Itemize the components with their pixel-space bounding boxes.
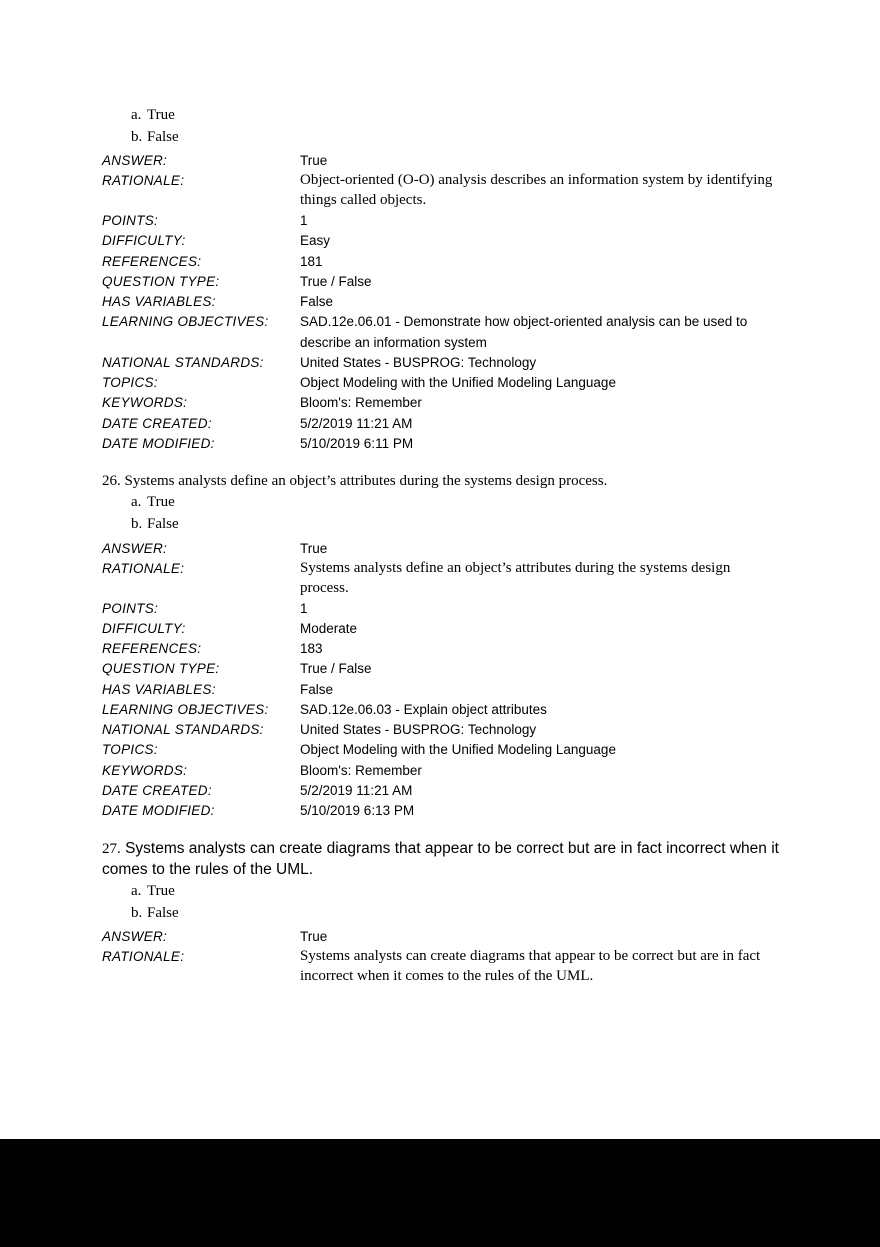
question-text: Systems analysts define an object’s attributes during the systems design process. — [124, 473, 608, 490]
table-row — [102, 292, 782, 312]
meta-label: DATE MODIFIED: — [102, 435, 215, 451]
meta-value: True / False — [300, 661, 372, 677]
meta-value: 5/10/2019 6:13 PM — [300, 803, 415, 819]
meta-label: REFERENCES: — [102, 641, 202, 657]
choice-letter: a. — [131, 107, 142, 123]
meta-value: False — [300, 681, 334, 697]
table-row — [102, 619, 782, 639]
table-row — [102, 539, 782, 559]
meta-value: Bloom's: Remember — [300, 395, 422, 411]
list-item[interactable] — [102, 880, 782, 902]
meta-value: Easy — [300, 233, 331, 249]
table-row — [102, 740, 782, 760]
meta-label: RATIONALE: — [102, 949, 185, 965]
meta-value: True — [300, 153, 328, 169]
meta-label: KEYWORDS: — [102, 762, 188, 778]
table-row — [102, 151, 782, 171]
meta-label: DIFFICULTY: — [102, 233, 186, 249]
meta-value: 181 — [300, 253, 323, 269]
meta-value: Systems analysts can create diagrams that appear to be correct but are in fact incorrect when it comes to the rules of the UML. — [300, 948, 761, 985]
choice-text: True — [147, 494, 175, 511]
question-block — [102, 839, 782, 987]
list-item[interactable] — [102, 902, 782, 924]
document-content — [102, 104, 782, 987]
meta-label: REFERENCES: — [102, 253, 202, 269]
meta-label: DATE CREATED: — [102, 782, 212, 798]
table-row — [102, 272, 782, 292]
choice-list — [102, 491, 782, 535]
table-row — [102, 599, 782, 619]
meta-label: ANSWER: — [102, 540, 168, 556]
meta-label: LEARNING OBJECTIVES: — [102, 701, 269, 717]
table-row — [102, 414, 782, 434]
meta-label: POINTS: — [102, 600, 159, 616]
meta-value: Object Modeling with the Unified Modeling Language — [300, 375, 616, 391]
meta-value: Object-oriented (O-O) analysis describes an information system by identifying things called objects. — [300, 172, 773, 209]
table-row — [102, 434, 782, 454]
table-row — [102, 559, 782, 599]
meta-label: NATIONAL STANDARDS: — [102, 354, 264, 370]
meta-value: 1 — [300, 213, 308, 229]
meta-value: Systems analysts define an object’s attributes during the systems design process. — [300, 559, 731, 596]
meta-value: 5/10/2019 6:11 PM — [300, 435, 414, 451]
meta-value: True — [300, 929, 328, 945]
meta-value: 183 — [300, 641, 323, 657]
table-row — [102, 639, 782, 659]
meta-value: Object Modeling with the Unified Modeling Language — [300, 742, 616, 758]
meta-label: LEARNING OBJECTIVES: — [102, 314, 269, 330]
choice-list — [102, 880, 782, 924]
table-row — [102, 700, 782, 720]
question-block — [102, 472, 782, 821]
question-block — [102, 104, 782, 454]
table-row — [102, 947, 782, 987]
table-row — [102, 373, 782, 393]
question-number: 27. — [102, 841, 121, 858]
meta-label: ANSWER: — [102, 153, 168, 169]
metadata-table — [102, 927, 782, 987]
choice-text: False — [147, 516, 179, 533]
table-row — [102, 781, 782, 801]
question-text: Systems analysts can create diagrams that appear to be correct but are in fact incorrect when it comes to the rules of the UML. — [102, 840, 779, 878]
meta-label: DATE CREATED: — [102, 415, 212, 431]
meta-label: DATE MODIFIED: — [102, 803, 215, 819]
table-row — [102, 353, 782, 373]
meta-value: Moderate — [300, 620, 358, 636]
choice-letter: b. — [131, 129, 143, 146]
table-row — [102, 393, 782, 413]
table-row — [102, 312, 782, 353]
meta-value: United States - BUSPROG: Technology — [300, 354, 537, 370]
meta-label: KEYWORDS: — [102, 395, 188, 411]
meta-value: 1 — [300, 600, 308, 616]
metadata-table — [102, 539, 782, 822]
table-row — [102, 171, 782, 211]
meta-label: TOPICS: — [102, 742, 158, 758]
meta-label: RATIONALE: — [102, 173, 185, 189]
list-item[interactable] — [102, 491, 782, 513]
meta-label: QUESTION TYPE: — [102, 661, 220, 677]
choice-text: True — [147, 107, 175, 123]
meta-value: Bloom's: Remember — [300, 762, 422, 778]
meta-label: POINTS: — [102, 213, 159, 229]
question-number: 26. — [102, 473, 121, 490]
table-row — [102, 761, 782, 781]
meta-value: United States - BUSPROG: Technology — [300, 722, 537, 738]
meta-value: 5/2/2019 11:21 AM — [300, 415, 413, 431]
question-stem — [102, 839, 782, 880]
table-row — [102, 927, 782, 947]
choice-letter: b. — [131, 905, 143, 922]
choice-letter: b. — [131, 516, 143, 533]
meta-label: HAS VARIABLES: — [102, 294, 216, 310]
choice-text: False — [147, 905, 179, 922]
meta-label: RATIONALE: — [102, 560, 185, 576]
choice-letter: a. — [131, 883, 142, 900]
meta-value: 5/2/2019 11:21 AM — [300, 782, 413, 798]
table-row — [102, 659, 782, 679]
table-row — [102, 211, 782, 231]
meta-value: True / False — [300, 273, 372, 289]
meta-label: HAS VARIABLES: — [102, 681, 216, 697]
page-bottom-black-bar — [0, 1139, 880, 1247]
meta-label: TOPICS: — [102, 375, 158, 391]
table-row — [102, 720, 782, 740]
meta-label: ANSWER: — [102, 929, 168, 945]
choice-letter: a. — [131, 494, 142, 511]
meta-label: DIFFICULTY: — [102, 620, 186, 636]
table-row — [102, 252, 782, 272]
table-row — [102, 801, 782, 821]
table-row — [102, 231, 782, 251]
meta-label: QUESTION TYPE: — [102, 273, 220, 289]
meta-label: NATIONAL STANDARDS: — [102, 722, 264, 738]
choice-text: False — [147, 129, 179, 146]
metadata-table — [102, 151, 782, 454]
meta-value: SAD.12e.06.03 - Explain object attributes — [300, 701, 547, 717]
list-item[interactable] — [102, 126, 782, 148]
meta-value: SAD.12e.06.01 - Demonstrate how object-oriented analysis can be used to describe an information system — [300, 314, 748, 350]
list-item[interactable] — [102, 513, 782, 535]
meta-value: True — [300, 540, 328, 556]
table-row — [102, 680, 782, 700]
choice-text: True — [147, 883, 175, 900]
list-item[interactable] — [102, 104, 782, 126]
meta-value: False — [300, 294, 334, 310]
choice-list — [102, 104, 782, 148]
question-stem — [102, 472, 782, 491]
